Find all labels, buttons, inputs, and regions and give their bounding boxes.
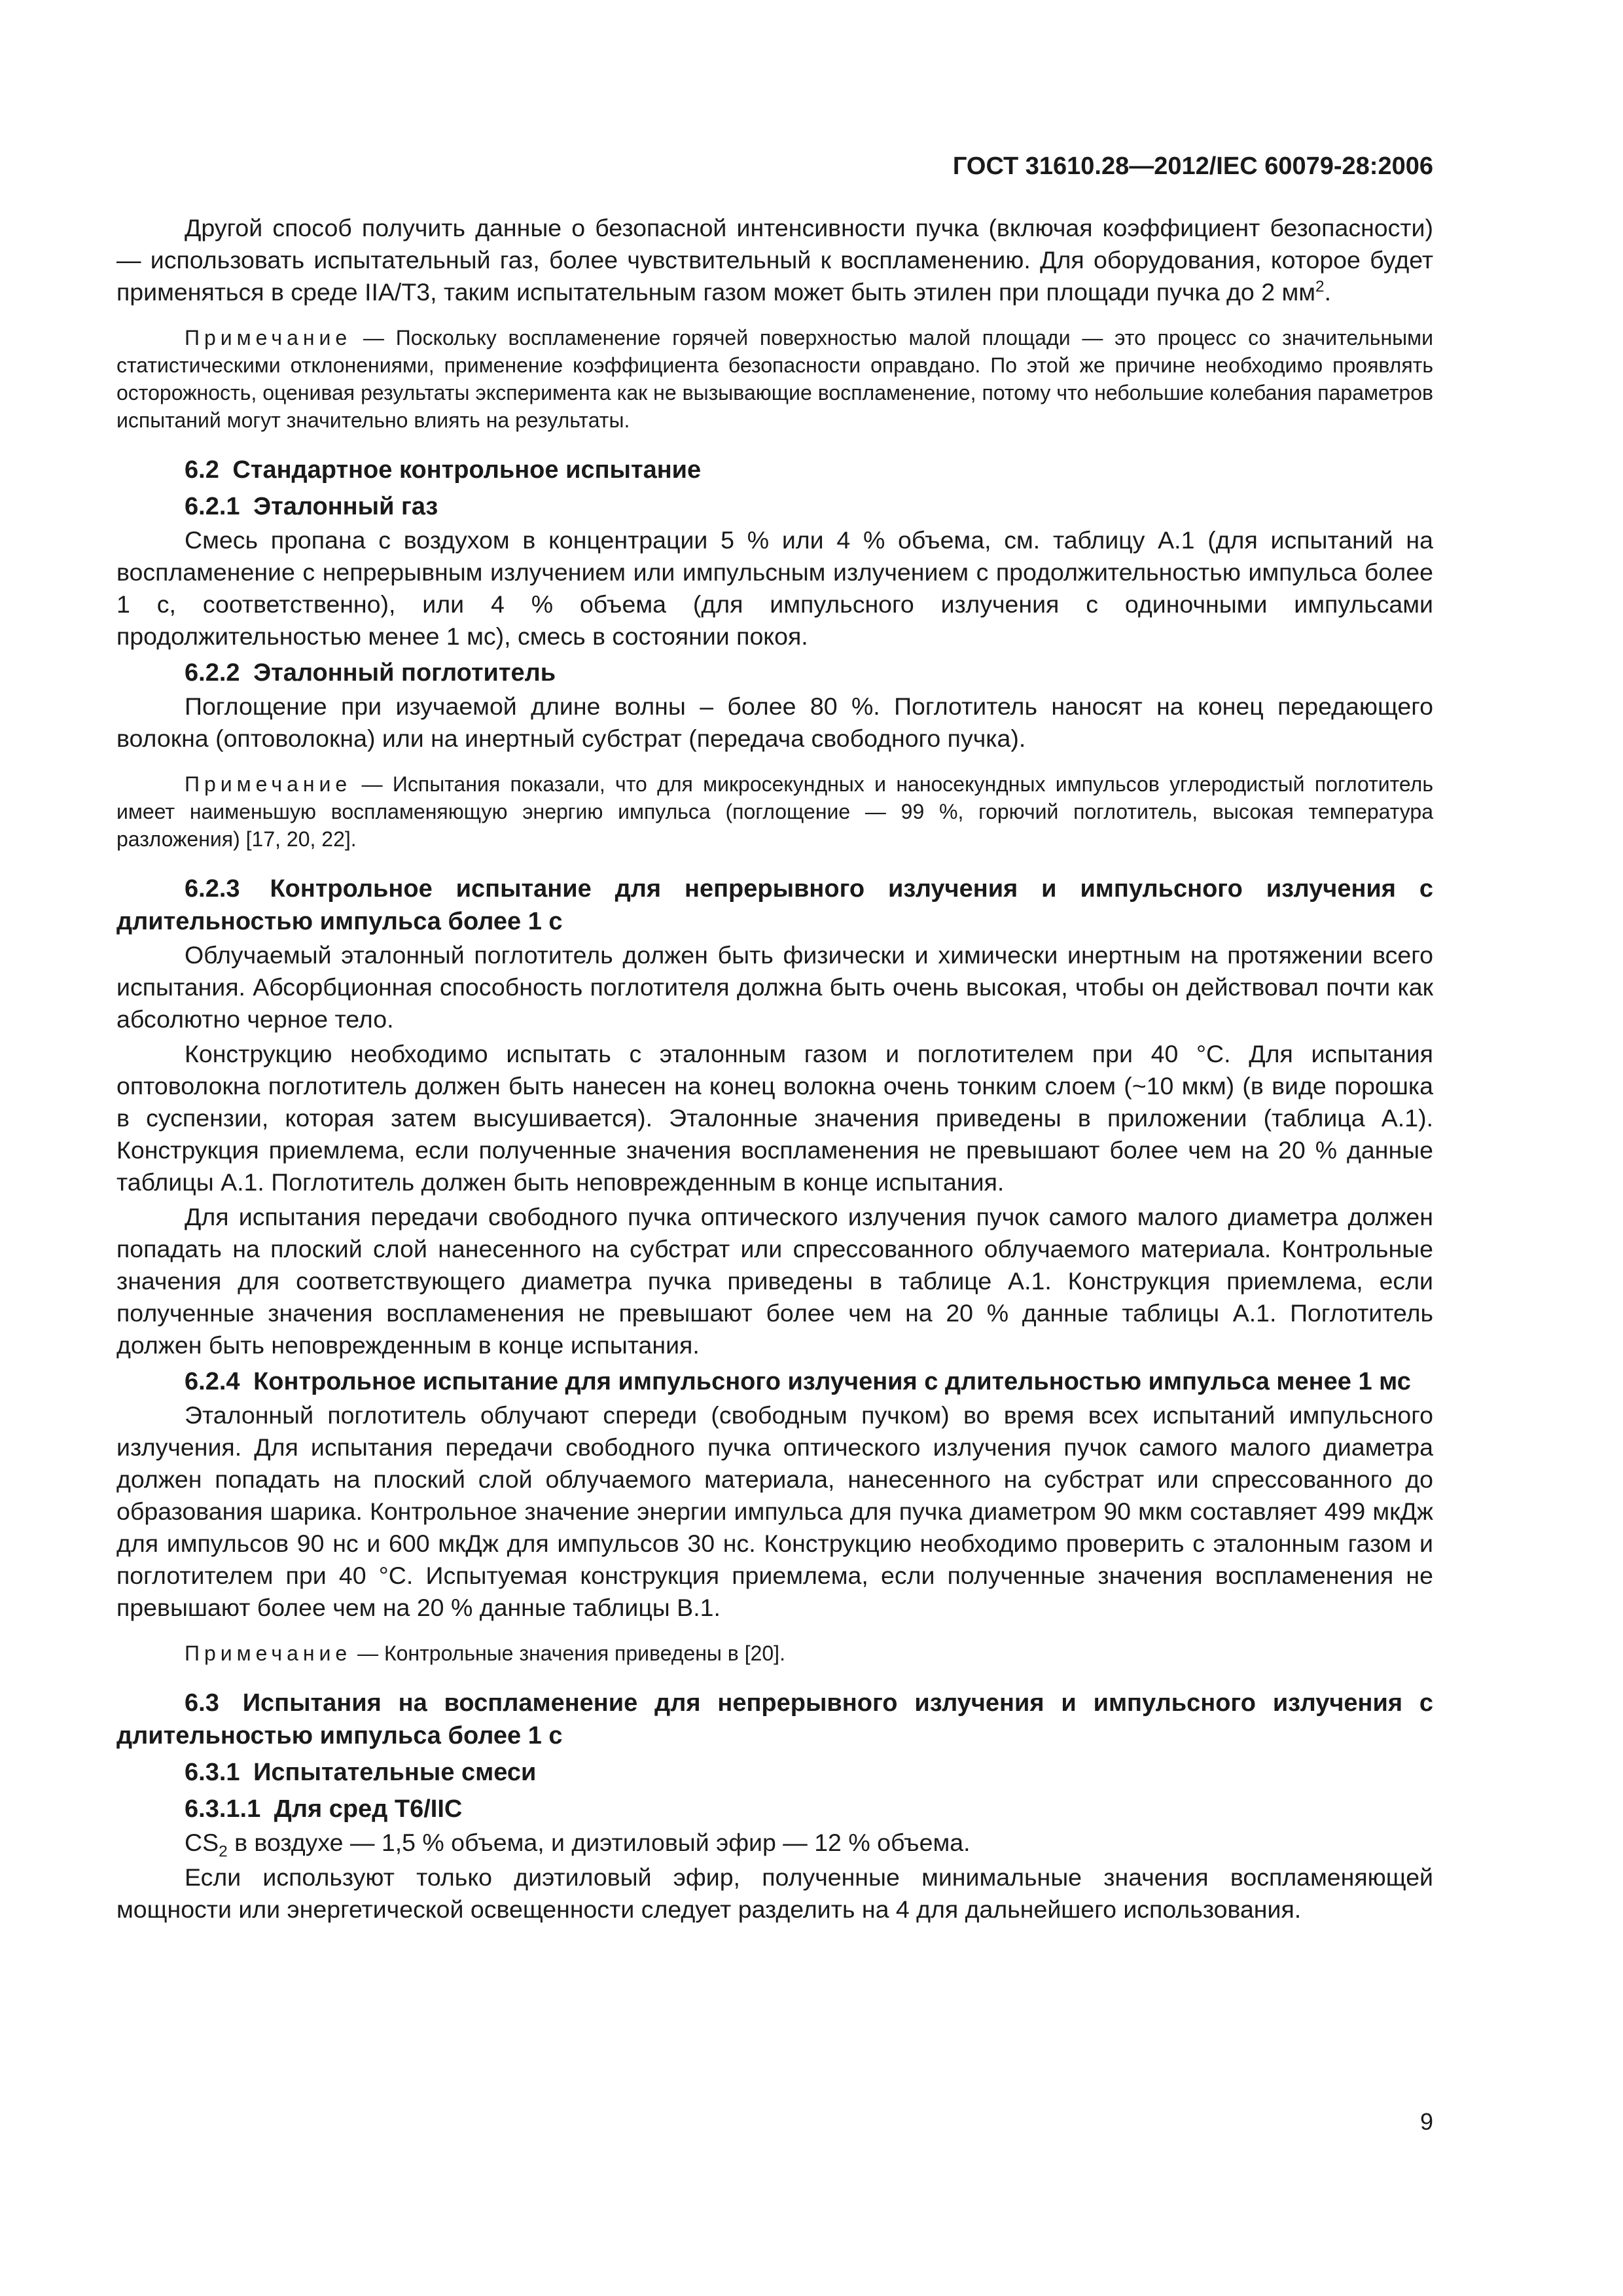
note-3 xyxy=(116,1640,1433,1667)
section-number: 6.3.1.1 xyxy=(185,1795,261,1823)
note-label: Примечание xyxy=(185,1641,352,1665)
note-label: Примечание xyxy=(185,772,352,796)
paragraph-6-2-3-b: Конструкцию необходимо испытать с эталонным газом и поглотителем при 40 °С. Для испытания оптоволокна поглотитель должен быть нанесен на конец волокна очень тонким слоем (~10 мкм) (в виде порошка в суспензии, которая затем высушивается). Эталонные значения приведены в приложении (таблица А.1). Конструкция приемлема, если полученные значения воспламенения не превышают более чем на 20 % данные таблицы А.1. Поглотитель должен быть неповрежденным в конце испытания. xyxy=(116,1040,1433,1196)
section-title: Контрольное испытание для импульсного излучения с длительностью импульса менее 1 мс xyxy=(253,1368,1411,1395)
section-6-3-1-1-heading xyxy=(116,1793,1433,1825)
section-title: Контрольное испытание для непрерывного излучения и импульсного излучения с длительностью импульса более 1 с xyxy=(116,875,1434,935)
paragraph-intro-end: . xyxy=(1324,278,1332,306)
note-1-text: — Поскольку воспламенение горячей поверхностью малой площади — это процесс со значительными статистическими отклонениями, применение коэффициента безопасности оправдано. По этой же причине необходимо проявлять осторожность, оценивая результаты эксперимента как не вызывающие воспламенение, потому что небольшие колебания параметров испытаний могут значительно влиять на результаты. xyxy=(116,326,1434,432)
paragraph-intro xyxy=(116,212,1433,308)
paragraph-6-2-3-c: Для испытания передачи свободного пучка оптического излучения пучок самого малого диаметра должен попадать на плоский слой нанесенного на субстрат или спрессованного облучаемого материала. Контрольные значения для соответствующего диаметра пучка приведены в таблице А.1. Конструкция приемлема, если полученные значения воспламенения не превышают более чем на 20 % данные таблицы А.1. Поглотитель должен быть неповрежденным в конце испытания. xyxy=(116,1203,1433,1359)
paragraph-6-2-1: Смесь пропана с воздухом в концентрации 5 % или 4 % объема, см. таблицу А.1 (для испытаний на воспламенение с непрерывным излучением или импульсным излучением с продолжительностью импульса более 1 с, соответственно), или 4 % объема (для импульсного излучения с одиночными импульсами продолжительностью менее 1 мс), смесь в состоянии покоя. xyxy=(116,526,1433,650)
section-number: 6.2.2 xyxy=(185,659,240,687)
section-title: Стандартное контрольное испытание xyxy=(232,456,702,484)
page-number: 9 xyxy=(1419,2108,1433,2135)
cs2-formula: CS xyxy=(185,1829,219,1856)
cs2-text: в воздухе — 1,5 % объема, и диэтиловый эфир — 12 % объема. xyxy=(227,1829,971,1856)
document-header: ГОСТ 31610.28—2012/IEC 60079-28:2006 xyxy=(952,152,1433,180)
paragraph-6-2-2: Поглощение при изучаемой длине волны – более 80 %. Поглотитель наносят на конец передающего волокна (оптоволокна) или на инертный субстрат (передача свободного пучка). xyxy=(116,692,1433,752)
note-2 xyxy=(116,770,1433,853)
section-number: 6.2.1 xyxy=(185,493,240,520)
section-title: Испытания на воспламенение для непрерывного излучения и импульсного излучения с длительностью импульса более 1 с xyxy=(116,1689,1433,1749)
section-number: 6.3.1 xyxy=(185,1759,240,1786)
section-number: 6.3 xyxy=(185,1689,219,1717)
section-number: 6.2 xyxy=(185,456,219,484)
paragraph-cs2 xyxy=(116,1827,1433,1859)
section-6-2-4-heading xyxy=(116,1365,1433,1398)
paragraph-intro-text: Другой способ получить данные о безопасной интенсивности пучка (включая коэффициент безопасности) — использовать испытательный газ, более чувствительный к воспламенению. Для оборудования, которое будет применяться в среде IIA/T3, таким испытательным газом может быть этилен при площади пучка до 2 мм xyxy=(116,214,1433,306)
section-title: Эталонный поглотитель xyxy=(253,659,556,687)
paragraph-ether: Если используют только диэтиловый эфир, полученные минимальные значения воспламеняющей мощности или энергетической освещенности следует разделить на 4 для дальнейшего использования. xyxy=(116,1863,1433,1923)
superscript: 2 xyxy=(1315,278,1325,296)
note-2-text: — Испытания показали, что для микросекундных и наносекундных импульсов углеродистый поглотитель имеет наименьшую воспламеняющую энергию импульса (поглощение — 99 %, горючий поглотитель, высокая температура разложения) [17, 20, 22]. xyxy=(116,772,1434,851)
section-6-2-3-heading xyxy=(116,872,1433,938)
subscript: 2 xyxy=(219,1842,228,1861)
section-title: Для сред Т6/IIC xyxy=(274,1795,463,1823)
section-number: 6.2.3 xyxy=(185,875,240,903)
note-3-text: — Контрольные значения приведены в [20]. xyxy=(357,1641,785,1665)
paragraph-6-2-3-a: Облучаемый эталонный поглотитель должен быть физически и химически инертным на протяжении всего испытания. Абсорбционная способность поглотителя должна быть очень высокая, чтобы он действовал почти как абсолютно черное тело. xyxy=(116,941,1433,1033)
section-6-2-heading xyxy=(116,454,1433,486)
note-label: Примечание xyxy=(185,326,352,350)
section-6-3-1-heading xyxy=(116,1756,1433,1789)
section-6-3-heading xyxy=(116,1687,1433,1752)
section-6-2-2-heading xyxy=(116,656,1433,689)
section-number: 6.2.4 xyxy=(185,1368,240,1395)
document-page xyxy=(116,151,1433,1928)
section-title: Эталонный газ xyxy=(253,493,438,520)
section-title: Испытательные смеси xyxy=(253,1759,537,1786)
paragraph-6-2-4: Эталонный поглотитель облучают спереди (свободным пучком) во время всех испытаний импульсного излучения. Для испытания передачи свободного пучка оптического излучения пучок самого малого диаметра должен попадать на плоский слой облучаемого материала, нанесенного на субстрат или спрессованного до образования шарика. Контрольное значение энергии импульса для пучка диаметром 90 мкм составляет 499 мкДж для импульсов 90 нс и 600 мкДж для импульсов 30 нс. Конструкцию необходимо проверить с эталонным газом и поглотителем при 40 °С. Испытуемая конструкция приемлема, если полученные значения воспламенения не превышают более чем на 20 % данные таблицы В.1. xyxy=(116,1401,1433,1621)
section-6-2-1-heading xyxy=(116,490,1433,523)
note-1 xyxy=(116,324,1433,434)
